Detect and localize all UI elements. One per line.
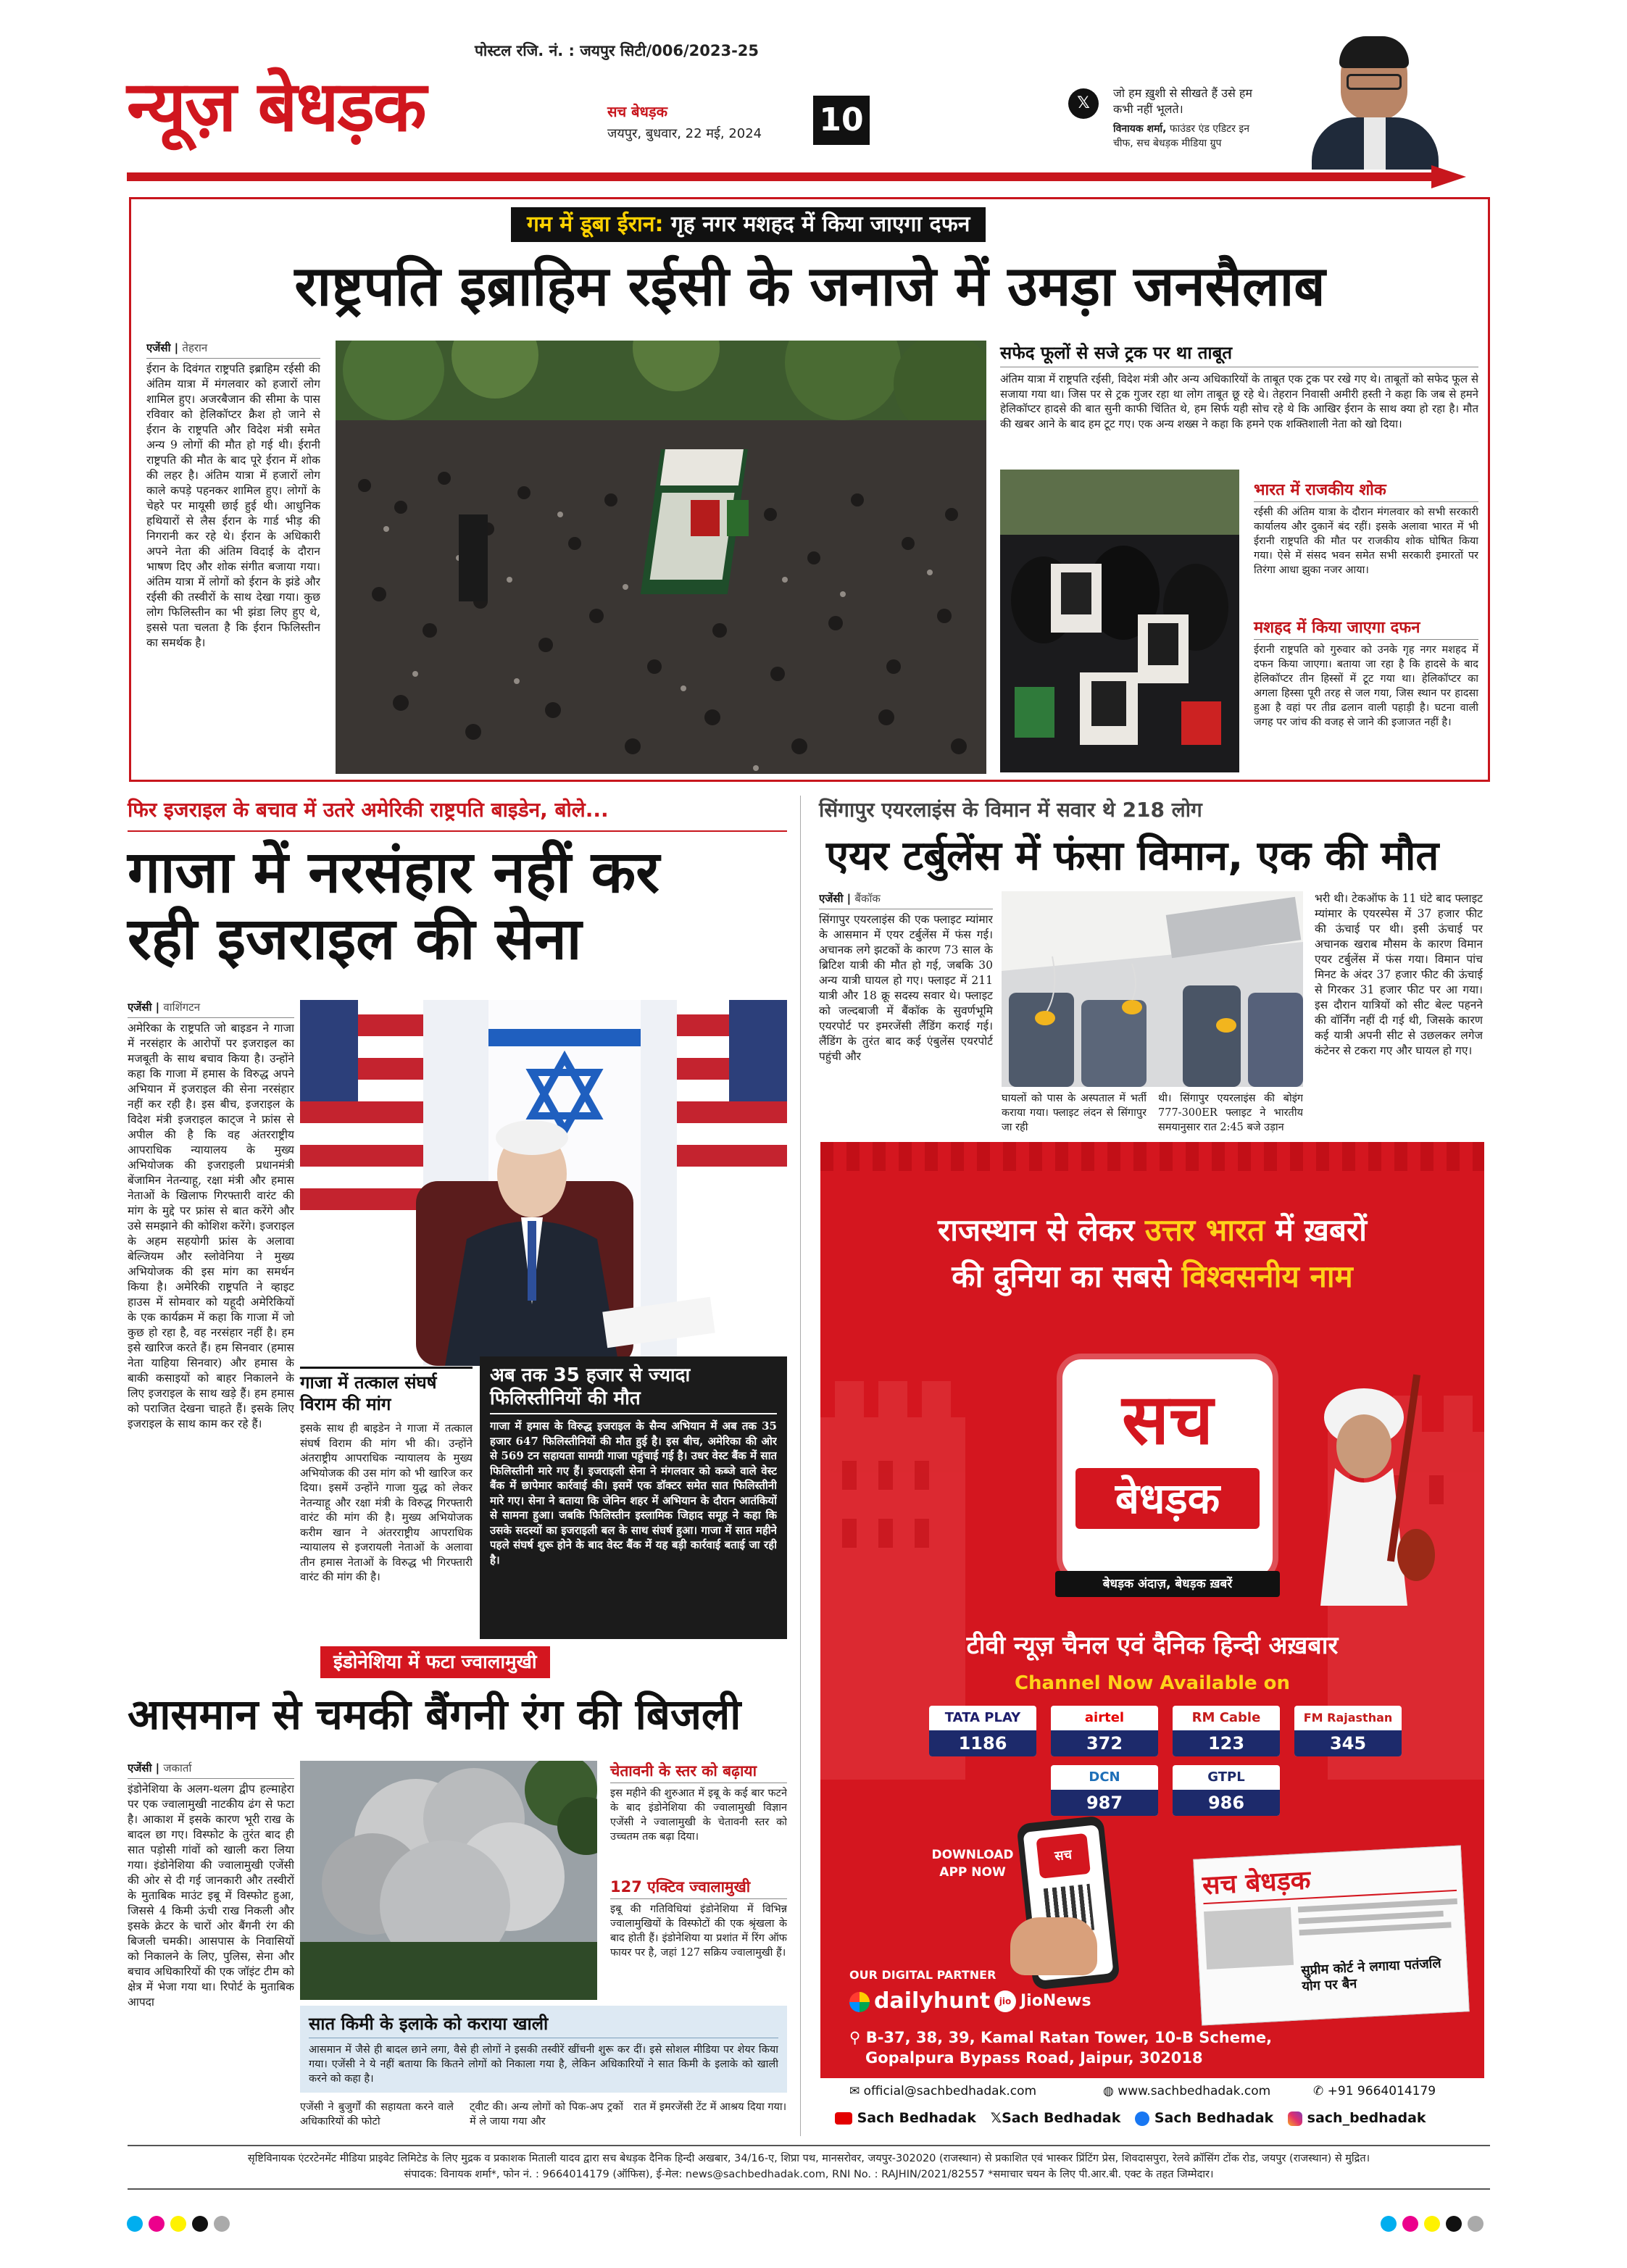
- sach-bedhadak-logo[interactable]: सच बेधड़क: [1062, 1359, 1273, 1577]
- postal-registration: पोस्टल रजि. नं. : जयपुर सिटी/006/2023-25: [475, 42, 760, 59]
- channel-tile-airtel[interactable]: airtel 372: [1051, 1706, 1158, 1756]
- dailyhunt-logo[interactable]: dailyhunt: [849, 1987, 990, 2016]
- footer-rule: [128, 2145, 1490, 2146]
- color-registration-mark: [1468, 2216, 1484, 2232]
- indonesia-evacuation-box: सात किमी के इलाके को कराया खाली आसमान में जैसे ही बादल छाने लगा, वैसे ही लोगों ने इसकी तस्वीरें खींचनी शुरू कर दीं। इसे सोशल मीडिया पर शेयर किया गया। एजेंसी ने ये नहीं बताया कि कितने लोगों को निकाला गया है, लेकिन अधिकारियों ने सात किमी के इलाके को खाली करने को कहा है।: [300, 2006, 787, 2093]
- x-logo-icon[interactable]: 𝕏: [1068, 88, 1099, 119]
- x-social-icon: 𝕏: [990, 2110, 1002, 2126]
- phone-mockup[interactable]: सच: [1016, 1815, 1120, 1990]
- social-instagram[interactable]: sach_bedhadak: [1307, 2110, 1426, 2126]
- masthead-sach: सच बेधड़क: [607, 103, 667, 120]
- download-app-label: DOWNLOAD APP NOW: [931, 1848, 1014, 1880]
- color-registration-mark: [1402, 2216, 1418, 2232]
- iran-headline: राष्ट्रपति इब्राहिम रईसी के जनाजे में उमड़ा जनसैलाब: [294, 254, 1326, 318]
- masthead-rule: [127, 172, 1435, 181]
- channel-tile-gtpl[interactable]: GTPL 986: [1173, 1765, 1280, 1816]
- iran-body: एजेंसी | तेहरान ईरान के दिवंगत राष्ट्रपति इब्राहिम रईसी की अंतिम यात्रा में मंगलवार को हजारों लोग शामिल हुए। अजरबैजान की सीमा के पास रविवार को हेलिकॉप्टर क्रैश हो जाने से ईरान के राष्ट्रपति और विदेश मंत्री समेत अन्य 9 लोगों की मौत हो गई थी। ईरानी राष्ट्रपति की मौत के बाद पूरे ईरान में शोक की लहर है। अंतिम यात्रा में हजारों लोग काले कपड़े पहनकर शामिल हुए। लोगों के चेहरे पर मायूसी छाई हुई थी। आधुनिक हथियारों से लैस ईरान के गार्ड भीड़ की निगरानी कर रहे थे। ईरान के अधिकारी अपने नेता की अंतिम विदाई के दौरान भाषण दिए और शोक संगीत बजाया गया। अंतिम यात्रा में लोगों को ईरान के झंडे और रईसी की तस्वीरों के साथ देखा गया। कुछ लोग फिलिस्तीन का भी झंडा लिए हुए थे, इससे पता चलता है कि ईरान फिलिस्तीन का समर्थक है।: [146, 341, 320, 649]
- footer-rule-bottom: [128, 2188, 1490, 2190]
- youtube-icon: [835, 2112, 852, 2125]
- gaza-deaths-box: अब तक 35 हजार से ज्यादा फिलिस्तीनियों की मौत गाजा में हमास के विरुद्ध इजराइल के सैन्य अभियान में अब तक 35 हजार 647 फिलिस्तीनियों की मौत हुई है। इस बीच, अमेरिका की ओर से 569 टन सहायता सामग्री गाजा पहुंचाई गई है। उधर वेस्ट बैंक में सात फिलिस्तीनी मारे गए हैं। इजराइली सेना ने मंगलवार को कब्जे वाले वेस्ट बैंक में छापेमार कार्रवाई की। इसमें एक डॉक्टर समेत सात फिलिस्तीनी मारे गए। सेना ने बताया कि जेनिन शहर में अभियान के दौरान आतंकियों से सामना हुआ। जबकि फिलिस्तीन इस्लामिक जिहाद समूह ने कहा कि उसके सदस्यों का इजराइली बल के साथ संघर्ष हुआ। गाजा में सात महीने पहले संघर्ष शुरू होने के बाद वेस्ट बैंक में यह बड़ी कार्रवाई बताई जा रही है।: [480, 1356, 787, 1639]
- social-x[interactable]: Sach Bedhadak: [1002, 2110, 1121, 2126]
- jio-icon: jio: [994, 1990, 1016, 2012]
- newspaper-mockup: सच बेधड़क सुप्रीम कोर्ट ने लगाया पतंजलि योग पर बैन: [1193, 1845, 1470, 2025]
- indonesia-tail-col2: ट्वीट की। अन्य लोगों को पिक-अप ट्रकों में ले जाया गया और: [470, 2101, 623, 2127]
- phone-icon: ✆: [1313, 2084, 1324, 2098]
- ad-phone[interactable]: +91 9664014179: [1327, 2084, 1436, 2098]
- color-registration-mark: [192, 2216, 208, 2232]
- ad-address: ⚲ B-37, 38, 39, Kamal Ratan Tower, 10-B Scheme, Gopalpura Bypass Road, Jaipur, 302018: [849, 2029, 1273, 2067]
- gaza-kicker-rule: [128, 830, 787, 832]
- color-registration-mark: [170, 2216, 186, 2232]
- color-registration-mark: [149, 2216, 165, 2232]
- channels-title: Channel Now Available on: [1014, 1672, 1291, 1694]
- mourners-photo: [1000, 470, 1239, 772]
- color-registration-mark: [1446, 2216, 1462, 2232]
- aircraft-cabin-photo: [1002, 891, 1303, 1087]
- lattice-border: [820, 1142, 1484, 1171]
- jionews-logo[interactable]: jio JioNews: [994, 1987, 1091, 2016]
- funeral-crowd-photo: [336, 341, 986, 774]
- sach-bedhadak-ad[interactable]: [820, 1142, 1484, 2136]
- ad-tagline: राजस्थान से लेकर उत्तर भारत में ख़बरों की दुनिया का सबसे विश्वसनीय नाम: [937, 1212, 1368, 1294]
- gaza-kicker: फिर इजराइल के बचाव में उतरे अमेरिकी राष्ट्रपति बाइडेन, बोले...: [128, 798, 609, 822]
- social-facebook[interactable]: Sach Bedhadak: [1154, 2110, 1274, 2126]
- ad-subtitle: टीवी न्यूज़ चैनल एवं दैनिक हिन्दी अख़बार: [966, 1631, 1339, 1660]
- hand-illustration: [1010, 1917, 1097, 1975]
- column-divider: [800, 796, 801, 2136]
- facebook-icon: [1135, 2111, 1149, 2126]
- indonesia-sub-warning: चेतावनी के स्तर को बढ़ाया इस महीने की शुरुआत में इबू के कई बार फटने के बाद इंडोनेशिया की ज्वालामुखी विज्ञान एजेंसी ने ज्वालामुखी के चेतावनी स्तर को उच्चतम तक बढ़ा दिया।: [610, 1762, 787, 1843]
- channel-tile-tataplay[interactable]: TATA PLAY 1186: [929, 1706, 1036, 1756]
- iran-kicker: गम में डूबा ईरान: गृह नगर मशहद में किया जाएगा दफन: [511, 207, 986, 242]
- iran-sub-mourning: भारत में राजकीय शोक रईसी की अंतिम यात्रा के दौरान मंगलवार को सभी सरकारी कार्यालय और दुकानें बंद रहीं। इसके अलावा भारत में भी ईरानी राष्ट्रपति की मौत पर राजकीय शोक घोषित किया गया। ऐसे में संसद भवन समेत सभी सरकारी इमारतों पर तिरंगा आधा झुका नजर आया।: [1254, 478, 1478, 628]
- digital-partner-label: OUR DIGITAL PARTNER: [849, 1968, 996, 1982]
- location-pin-icon: ⚲: [849, 2029, 861, 2046]
- singapore-body-col4: भरी थी। टेकऑफ के 11 घंटे बाद फ्लाइट म्यांमार के एयरस्पेस में 37 हजार फीट की ऊंचाई पर थी। इसी ऊंचाई पर अचानक खराब मौसम के कारण विमान एयर टर्बुलेंस में फंस गया। विमान पांच मिनट के अंदर 37 हजार फीट की ऊंचाई से गिरकर 31 हजार फीट पर आ गया। इस दौरान यात्रियों को सीट बेल्ट पहनने की वॉर्निंग नहीं दी गई थी, जिसके कारण कई यात्री अपनी सीट से उछलकर लगेज कंटेनर से टकरा गए और घायल हो गए।: [1315, 892, 1483, 1057]
- masthead-date: जयपुर, बुधवार, 22 मई, 2024: [607, 126, 762, 141]
- social-youtube[interactable]: Sach Bedhadak: [857, 2110, 976, 2126]
- channel-tile-fm[interactable]: FM Rajasthan 345: [1294, 1706, 1402, 1756]
- singapore-headline: एयर टर्बुलेंस में फंसा विमान, एक की मौत: [826, 833, 1439, 880]
- singapore-kicker: सिंगापुर एयरलाइंस के विमान में सवार थे 218 लोग: [819, 798, 1202, 822]
- color-registration-mark: [1381, 2216, 1397, 2232]
- gaza-headline: गाजा में नरसंहार नहीं कर रही इजराइल की सेना: [128, 838, 659, 972]
- dailyhunt-icon: [849, 1992, 870, 2012]
- editor-photo: [1304, 32, 1446, 170]
- ad-logo-tag: बेधड़क अंदाज़, बेधड़क ख़बरें: [1055, 1571, 1280, 1597]
- indonesia-headline: आसमान से चमकी बैंगनी रंग की बिजली: [128, 1690, 741, 1739]
- iran-sub-burial: मशहद में किया जाएगा दफन ईरानी राष्ट्रपति को गुरुवार को उनके गृह नगर मशहद में दफन किया जाएगा। बताया जा रहा है कि हादसे के बाद हेलिकॉप्टर तीन हिस्सों में टूट गया था। हेलिकॉप्टर का अगला हिस्सा पूरी तरह से जल गया, जिस स्थान पर हादसा हुआ है वहां पर तीव्र ढलान वाली पहाड़ी है। घटना वाली जगह पर जांच की वजह से जाने की इजाजत नहीं है।: [1254, 616, 1478, 780]
- indonesia-tail-col1: एजेंसी ने बुजुर्गों की सहायता करने वाले अधिकारियों की फोटो: [300, 2101, 454, 2127]
- instagram-icon: [1288, 2111, 1302, 2126]
- biden-photo: [300, 1000, 787, 1366]
- page-number: 10: [813, 96, 870, 145]
- email-icon: ✉: [849, 2084, 860, 2098]
- ad-email[interactable]: official@sachbedhadak.com: [863, 2084, 1037, 2098]
- gaza-ceasefire-box: गाजा में तत्काल संघर्ष विराम की मांग इसके साथ ही बाइडेन ने गाजा में तत्काल संघर्ष विराम की मांग भी की। उन्होंने अंतराष्ट्रीय आपराधिक न्यायालय के मुख्य अभियोजक की उस मांग को भी खारिज कर दिया। इसमें उन्होंने गाजा युद्ध को लेकर नेतन्याहू और रक्षा मंत्री के विरुद्ध गिरफ्तारी वारंट की मांग की है। मुख्य अभियोजक करीम खान ने अंतरराष्ट्रीय आपराधिक न्यायालय से इजरायली नेताओं के अलावा तीन हमास नेताओं के विरुद्ध भी गिरफ्तारी वारंट की मांग की है।: [300, 1367, 473, 1639]
- globe-icon: ◍: [1103, 2084, 1114, 2098]
- footer-imprint: सृष्टिविनायक एंटरटेनमेंट मीडिया प्राइवेट लिमिटेड के लिए मुद्रक व प्रकाशक मिताली यादव द्वारा सच बेधड़क दैनिक हिन्दी अखबार, 34/16-ए, शिप्रा पथ, मानसरोवर, जयपुर-302020 (राजस्थान) से प्रकाशित एवं भास्कर प्रिंटिंग प्रेस, शिवदासपुरा, रेलवे क्रॉसिंग टोंक रोड, जयपुर (राजस्थान) से मुद्रित। संपादक: विनायक शर्मा*, फोन नं. : 9664014179 (ऑफिस), ई-मेल: news@sachbedhadak.com, RNI No. : RAJHIN/2021/82557 *समाचार चयन के लिए पी.आर.बी. एक्ट के तहत जिम्मेदार।: [247, 2153, 1370, 2180]
- color-registration-mark: [127, 2216, 143, 2232]
- singapore-body-col2: घायलों को पास के अस्पताल में भर्ती कराया गया। फ्लाइट लंदन से सिंगापुर जा रही: [1002, 1093, 1147, 1133]
- folk-musician-illustration: [1299, 1374, 1444, 1606]
- singapore-body-col1: एजेंसी | बैंकॉक सिंगापुर एयरलाइंस की एक फ्लाइट म्यांमार के आसमान में एयर टर्बुलेंस में फंस गई। अचानक लगे झटकों के कारण 73 साल के ब्रिटिश यात्री की मौत हो गई, जबकि 30 अन्य यात्री घायल हो गए। फ्लाइट में 211 यात्री और 18 क्रू सदस्य सवार थे। फ्लाइट को जल्दबाजी में बैंकॉक के सुवर्णभूमि एयरपोर्ट पर इमरजेंसी लैंडिंग कराई गई। लैंडिंग के तुरंत बाद कई एंबुलेंस एयरपोर्ट पहुंची और: [819, 892, 993, 1063]
- indonesia-body: एजेंसी | जकार्ता इंडोनेशिया के अलग-थलग द्वीप हल्माहेरा पर एक ज्वालामुखी नाटकीय ढंग से फटा है। आकाश में इसके कारण भूरी राख के बादल छा गए। विस्फोट के तुरंत बाद ही सात पड़ोसी गांवों को खाली करा लिया गया। इंडोनेशिया की ज्वालामुखी एजेंसी की ओर से दी गई जानकारी और तस्वीरों के मुताबिक माउंट इबू में विस्फोट हुआ, जिससे 4 किमी ऊंची राख निकली और इसके क्रेटर के चारों ओर बैंगनी रंग की बिजली चमकी। आसपास के निवासियों को निकालने के लिए, पुलिस, सेना और बचाव अधिकारियों की एक जॉइंट टीम को क्षेत्र में भेजा गया था। रिपोर्ट के मुताबिक आपदा: [128, 1762, 294, 2009]
- iran-sub-coffin: सफेद फूलों से सजे ट्रक पर था ताबूत अंतिम यात्रा में राष्ट्रपति रईसी, विदेश मंत्री और अन्य अधिकारियों के ताबूत एक ट्रक पर रखे गए थे। ताबूतों को सफेद फूल से सजाया गया था। जिस पर से ट्रक गुजर रहा था लोग ताबूत छू रहे थे। तेहरान निवासी अमीरी हस्ती ने कहा कि जब से हमने हेलिकॉप्टर हादसे की बात सुनी काफी चिंतित थे, हम सिर्फ यही सोच रहे थे कि आखिर ईरान के साथ क्या हो रहा है। मौत की खबर आने के बाद हम टूट गए। एक अन्य शख्स ने कहा कि हमने एक शक्तिशाली नेता को खो दिया।: [1000, 341, 1478, 473]
- color-registration-mark: [1424, 2216, 1440, 2232]
- singapore-body-col3: थी। सिंगापुर एयरलाइंस की बोइंग 777-300ER फ्लाइट ने भारतीय समयानुसार रात 2:45 बजे उड़ान: [1158, 1093, 1303, 1133]
- channel-tile-rmcable[interactable]: RM Cable 123: [1173, 1706, 1280, 1756]
- pen-nib-icon: [1431, 165, 1466, 188]
- indonesia-sub-active: 127 एक्टिव ज्वालामुखी इबू की गतिविधियां इंडोनेशिया में विभिन्न ज्वालामुखियों के विस्फोटों की एक श्रृंखला के बाद होती हैं। इंडोनेशिया या प्रशांत में रिंग ऑफ फायर पर है, जहां 127 सक्रिय ज्वालामुखी हैं।: [610, 1878, 787, 1959]
- gaza-body: एजेंसी | वाशिंगटन अमेरिका के राष्ट्रपति जो बाइडन ने गाजा में नरसंहार के आरोपों पर इजराइल का मजबूती के साथ बचाव किया है। उन्होंने कहा कि गाजा में हमास के विरुद्ध अपने अभियान में इजराइल की सेना नरसंहार नहीं कर रही है। इस बीच, इजराइल के विदेश मंत्री इजराइल काट्ज ने फ्रांस से अपील की है कि वह अंतरराष्ट्रीय आपराधिक न्यायालय के मुख्य अभियोजक की इजराइली प्रधानमंत्री बेंजामिन नेतन्याहू, रक्षा मंत्री और हमास नेताओं के खिलाफ गिरफ्तारी वारंट की मांग के मुद्दे पर फ्रांस से बात करेंगे और उसे समझाने की कोशिश करेंगे। इजराइल के अहम सहयोगी फ्रांस के अलावा बेल्जियम और स्लोवेनिया ने मुख्य अभियोजक की इस मांग का समर्थन किया है। अमेरिकी राष्ट्रपति ने व्हाइट हाउस में सोमवार को यहूदी अमेरिकियों के एक कार्यक्रम में कहा कि गाजा में जो कुछ हो रहा है, वह नरसंहार नहीं है। हम इसे खारिज करते हैं। हम सिनवार (हमास नेता याहिया सिनवार) और हमास के बाकी कसाइयों को बाहर निकालने के लिए इजराइल के साथ खड़े हैं। हम हमास को पराजित देखना चाहते हैं। इसके लिए इजराइल के साथ काम कर रहे हैं।: [128, 1001, 294, 1430]
- channel-tile-dcn[interactable]: DCN 987: [1051, 1765, 1158, 1816]
- masthead-author: विनायक शर्मा, फाउंडर एंड एडिटर इन चीफ, सच बेधड़क मीडिया ग्रुप: [1113, 123, 1250, 149]
- volcano-photo: [300, 1761, 597, 2000]
- color-registration-mark: [214, 2216, 230, 2232]
- ad-contact-bar: [820, 2078, 1484, 2136]
- ad-website[interactable]: www.sachbedhadak.com: [1118, 2084, 1271, 2098]
- masthead-logo[interactable]: न्यूज़ बेधड़क: [127, 66, 425, 147]
- indonesia-tail-col3: रात में इमरजेंसी टेंट में आश्रय दिया गया।: [633, 2101, 787, 2113]
- indonesia-kicker: इंडोनेशिया में फटा ज्वालामुखी: [320, 1646, 550, 1678]
- masthead-quote: जो हम ख़ुशी से सीखते हैं उसे हम कभी नहीं भूलते।: [1113, 86, 1252, 116]
